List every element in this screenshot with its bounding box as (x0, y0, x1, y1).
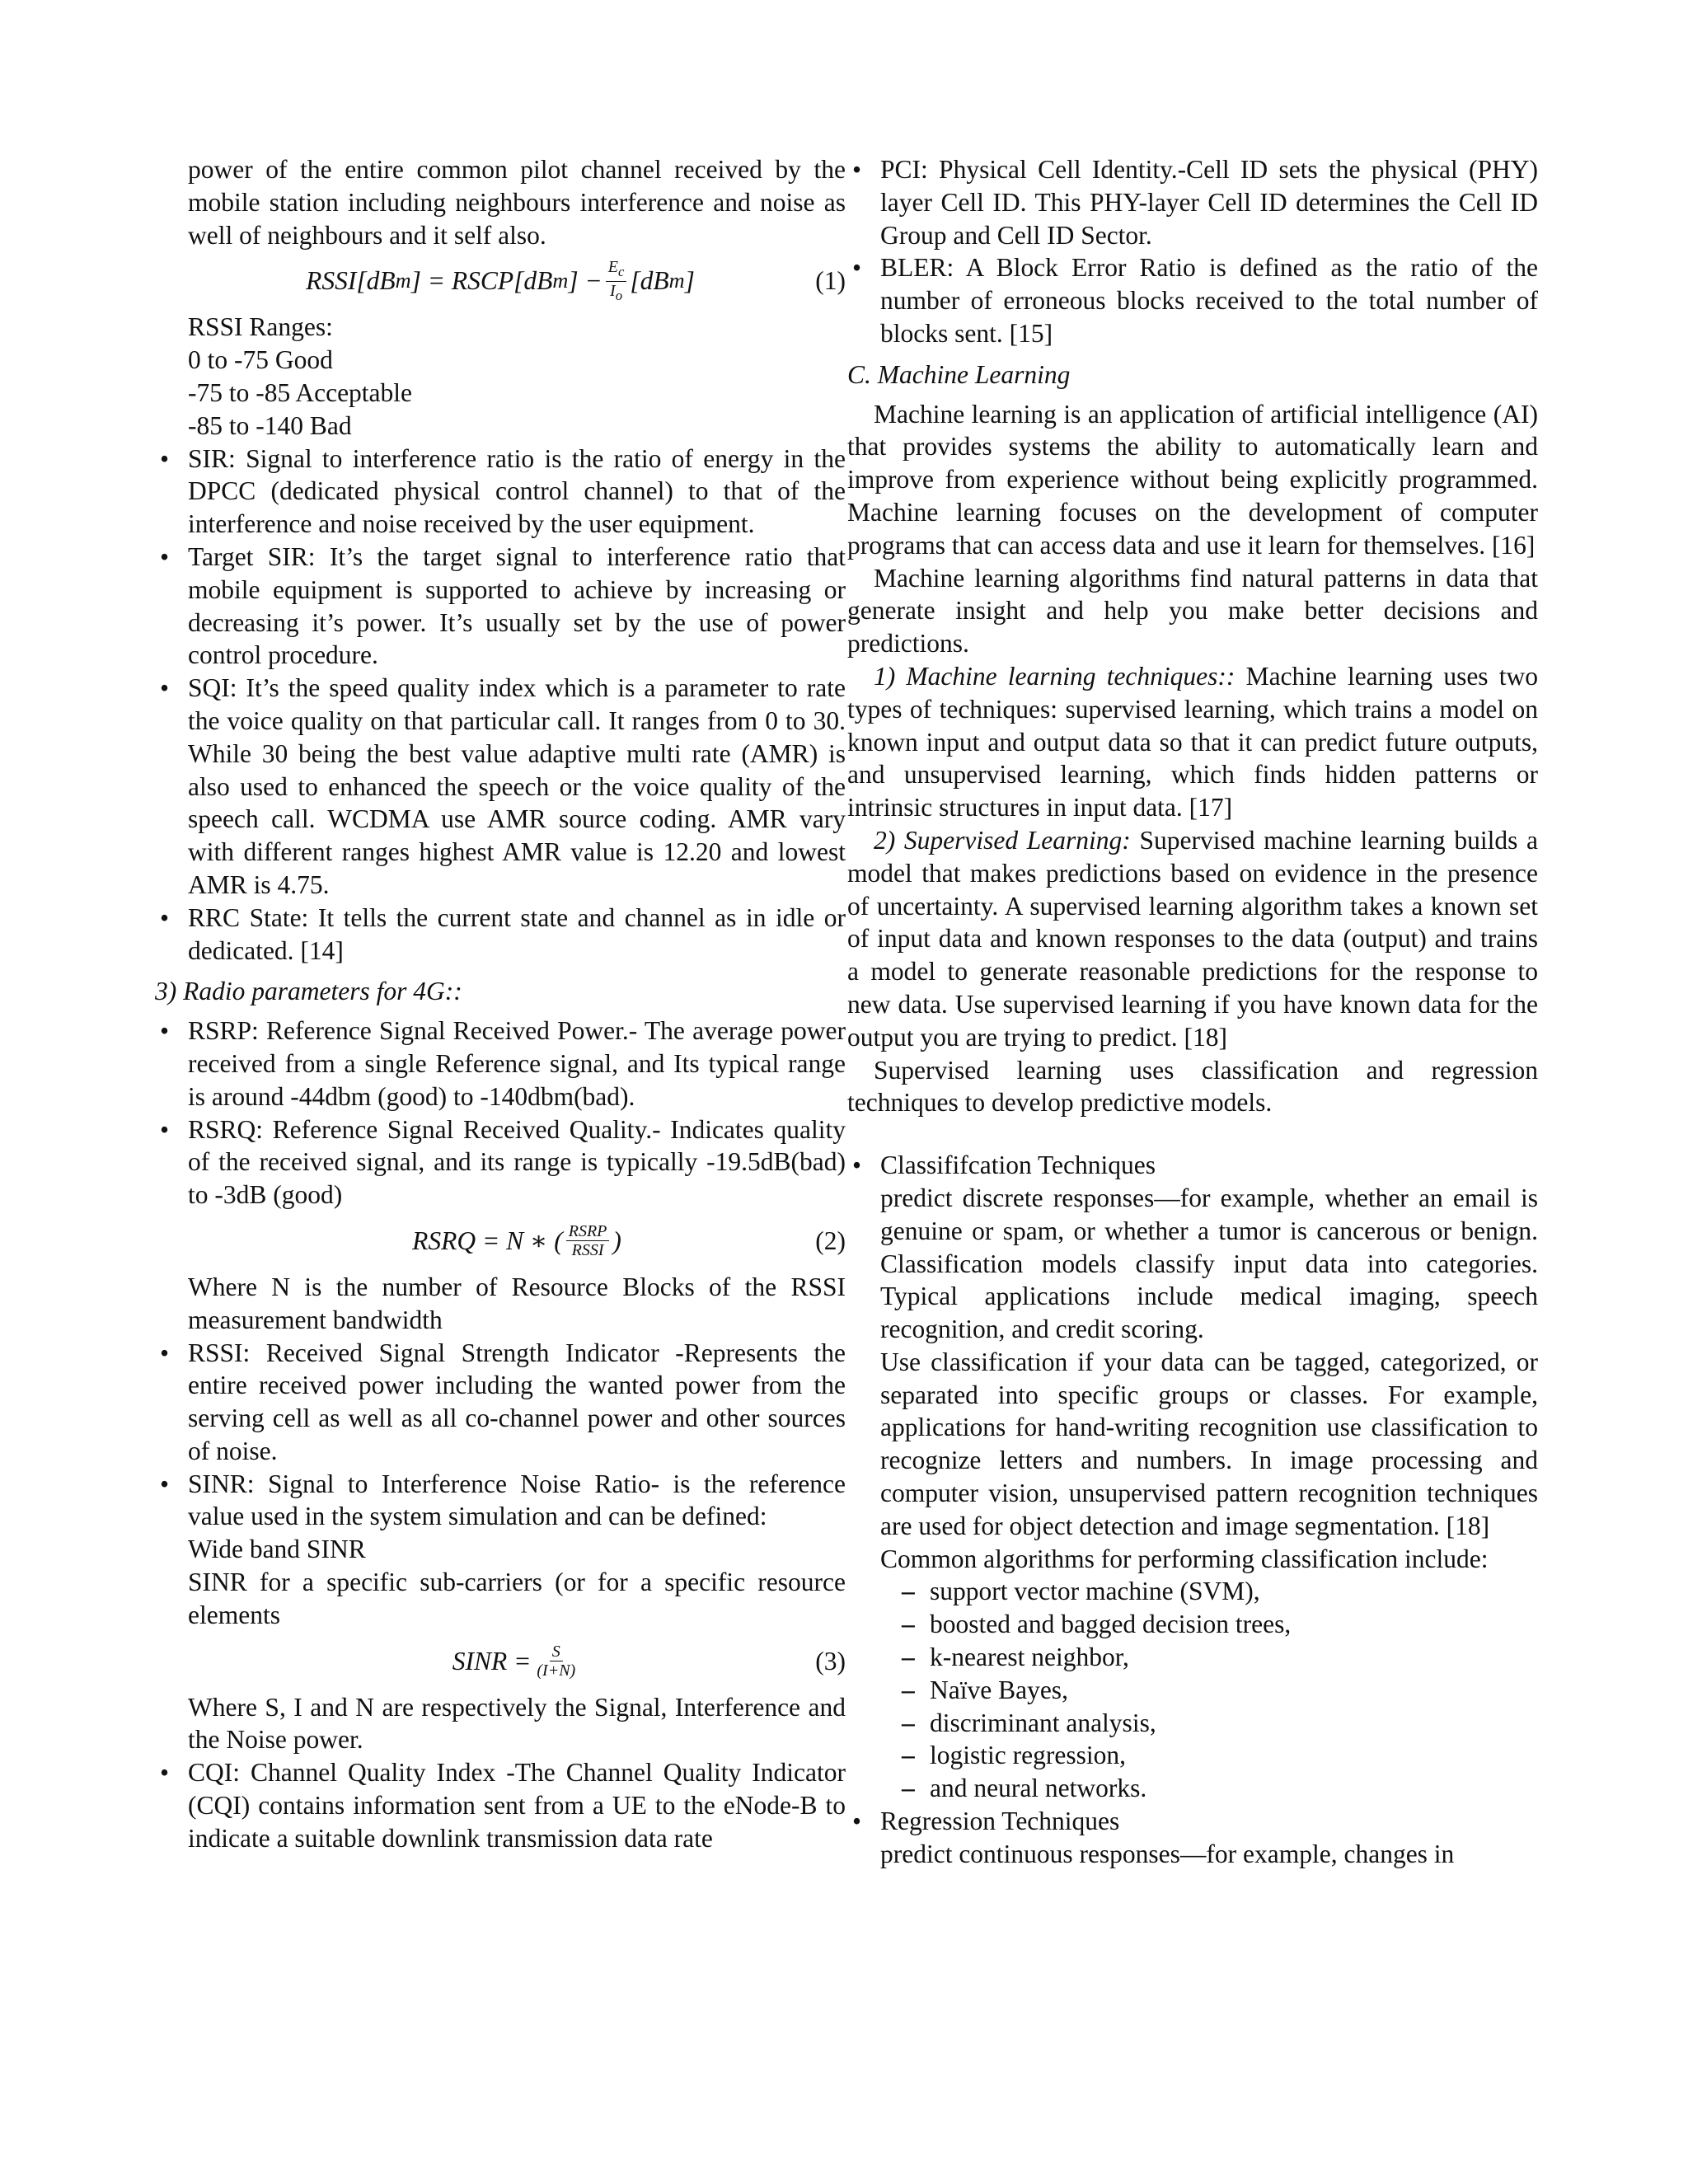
list-item-algorithm: – discriminant analysis, (902, 1707, 1538, 1740)
heading-4g: 3) Radio parameters for 4G:: (155, 977, 462, 1006)
section-heading-machine-learning: C. Machine Learning (847, 359, 1071, 389)
equation-1 (155, 251, 846, 311)
algorithm-list (880, 1575, 1538, 1805)
supervised-learning-paragraph: 2) Supervised Learning: Supervised machine learning builds a model that makes predictions based on evidence in the presence of uncertainty. A supervised learning algorithm takes a known set of input data and known responses to the data (output) and trains a model to generate reasonable predictions for the response to new data. Use supervised learning if you have known data for the output you are trying to predict. [18] (847, 825, 1539, 1052)
equation-3: SINR = $\frac{S}{(I+N)}$ (3) (452, 1643, 846, 1680)
ml-paragraph-3: Supervised learning uses classification and regression techniques to develop predictive models. (847, 1055, 1538, 1118)
bullet-list-3g (155, 443, 846, 968)
equation-2: RSRQ = N ∗ ( $\frac{\text{RSRP}}{\text{RSSI}}$ ) (2) (412, 1222, 846, 1260)
rssi-ranges: RSSI Ranges: 0 to -75 Good -75 to -85 Acceptable -85 to -140 Bad (188, 312, 413, 440)
intro-paragraph: power of the entire common pilot channel received by the mobile station including neighbours interference and noise as well of neighbours and it self also. (188, 155, 846, 250)
equation-3-fraction: $\frac{S}{(I+N)}$ (537, 1643, 576, 1680)
list-item: • SIR: Signal to interference ratio is the ratio of energy in the DPCC (dedicated physical control channel) to that of the interference and noise received by the user equipment. (155, 443, 846, 541)
list-item-algorithm: – logistic regression, (902, 1739, 1538, 1772)
list-item-rsrq: • RSRQ: Reference Signal Received Quality.- Indicates quality of the received signal, and its range is typically -19.5dB(bad) to -3dB (good) RSRQ = N ∗ ( $\frac{\text{RSRP}}{\text{RSSI}}$ ) (2) Where N is the number of Resource Blocks of the RSSI measurement bandwidth (155, 1113, 846, 1337)
equation-1-fraction: $\frac{E_c}{I_o}$ (606, 258, 627, 305)
bullet-list-4g (155, 1015, 846, 1855)
equation-2-number: (2) (815, 1226, 846, 1256)
regression-title: • Regression Techniques (880, 1807, 1120, 1836)
list-item-algorithm: – support vector machine (SVM), (902, 1575, 1538, 1608)
list-item-regression (847, 1805, 1538, 1871)
list-item: • PCI: Physical Cell Identity.-Cell ID sets the physical (PHY) layer Cell ID. This PHY-layer Cell ID determines the Cell ID Group and Cell ID Sector. (847, 153, 1538, 251)
classification-text-2: Use classification if your data can be tagged, categorized, or separated into specific groups or classes. For example, applications for hand-writing recognition use classification to recognize letters and numbers. In image processing and computer vision, unsupervised pattern recognition techniques are used for object detection and image segmentation. [18] (880, 1347, 1538, 1540)
classification-title: • Classififcation Techniques (880, 1151, 1156, 1180)
list-item: • Target SIR: It’s the target signal to interference ratio that mobile equipment is supported to achieve by increasing or decreasing it’s power. It’s usually set by the use of power control procedure. (155, 541, 846, 672)
equation-3-number: (3) (815, 1646, 846, 1675)
classification-text-3: Common algorithms for performing classification include: (880, 1544, 1489, 1573)
list-item-rssi: • RSSI: Received Signal Strength Indicator -Represents the entire received power including the wanted power from the serving cell as well as all co-channel power and other sources of noise. (155, 1337, 846, 1468)
list-item-algorithm: – k-nearest neighbor, (902, 1641, 1538, 1674)
list-item-sinr: • SINR: Signal to Interference Noise Ratio- is the reference value used in the system simulation and can be defined: Wide band SINR SINR for a specific sub-carriers (or for a specific resource elements SINR = $\frac{S}{(I+N)}$ (3) Where S, I and N are respectively the Signal, Interference and the Noise power. (155, 1468, 846, 1757)
bullet-list-techniques (847, 1149, 1538, 1871)
list-item-algorithm: – and neural networks. (902, 1772, 1538, 1805)
list-item: • RRC State: It tells the current state and channel as in idle or dedicated. [14] (155, 902, 846, 968)
list-item-classification (847, 1149, 1538, 1805)
bullet-list-pci-bler (847, 153, 1538, 350)
list-item: • BLER: A Block Error Ratio is defined as the ratio of the number of erroneous blocks received to the total number of blocks sent. [15] (847, 251, 1538, 349)
regression-text: predict continuous responses—for example, changes in (880, 1839, 1455, 1868)
ml-techniques-paragraph: 1) Machine learning techniques:: Machine learning uses two types of techniques: supervised learning, which trains a model on known input and output data so that it can predict future outputs, and unsupervised learning, which finds hidden patterns or intrinsic structures in input data. [17] (847, 661, 1538, 823)
classification-text-1: predict discrete responses—for example, whether an email is genuine or spam, or whether a tumor is cancerous or benign. Classification models classify input data into categories. Typical applications include medical imaging, speech recognition, and credit scoring. (880, 1183, 1538, 1344)
ml-paragraph-1: Machine learning is an application of artificial intelligence (AI) that provides systems the ability to automatically learn and improve from experience without being explicitly programmed. Machine learning focuses on the development of computer programs that can access data and use it learn for themselves. [16] (847, 399, 1538, 560)
equation-2-fraction: $\frac{\text{RSRP}}{\text{RSSI}}$ (566, 1222, 610, 1259)
list-item: • SQI: It’s the speed quality index which is a parameter to rate the voice quality on that particular call. It ranges from 0 to 30. While 30 being the best value adaptive multi rate (AMR) is also used to enhanced the speech or the voice quality of the speech call. WCDMA use AMR source coding. AMR vary with different ranges highest AMR value is 12.20 and lowest AMR is 4.75. (155, 672, 846, 902)
ml-paragraph-2: Machine learning algorithms find natural patterns in data that generate insight and help you make better decisions and predictions. (847, 563, 1538, 658)
list-item-cqi: • CQI: Channel Quality Index -The Channel Quality Indicator (CQI) contains information sent from a UE to the eNode-B to indicate a suitable downlink transmission data rate (155, 1756, 846, 1854)
sinr-note: Where S, I and N are respectively the Signal, Interference and the Noise power. (188, 1692, 846, 1755)
list-item-algorithm: – Naïve Bayes, (902, 1674, 1538, 1707)
equation-1-number: (1) (815, 266, 846, 296)
right-column (847, 153, 1538, 1871)
rsrq-note: Where N is the number of Resource Blocks of the RSSI measurement bandwidth (188, 1272, 846, 1334)
subheading-supervised-learning: 2) Supervised Learning: (874, 825, 1131, 855)
equation-1-expression: RSSI[dB m ] = RSCP[dB m ] − $\frac{E_c}{I_o}$ [dB m ] (306, 257, 695, 303)
list-item-algorithm: – boosted and bagged decision trees, (902, 1608, 1538, 1641)
list-item-rsrp: • RSRP: Reference Signal Received Power.- The average power received from a single Reference signal, and Its typical range is around -44dbm (good) to -140dbm(bad). (155, 1015, 846, 1113)
subheading-ml-techniques: 1) Machine learning techniques:: (874, 661, 1236, 691)
left-column (155, 153, 846, 1855)
